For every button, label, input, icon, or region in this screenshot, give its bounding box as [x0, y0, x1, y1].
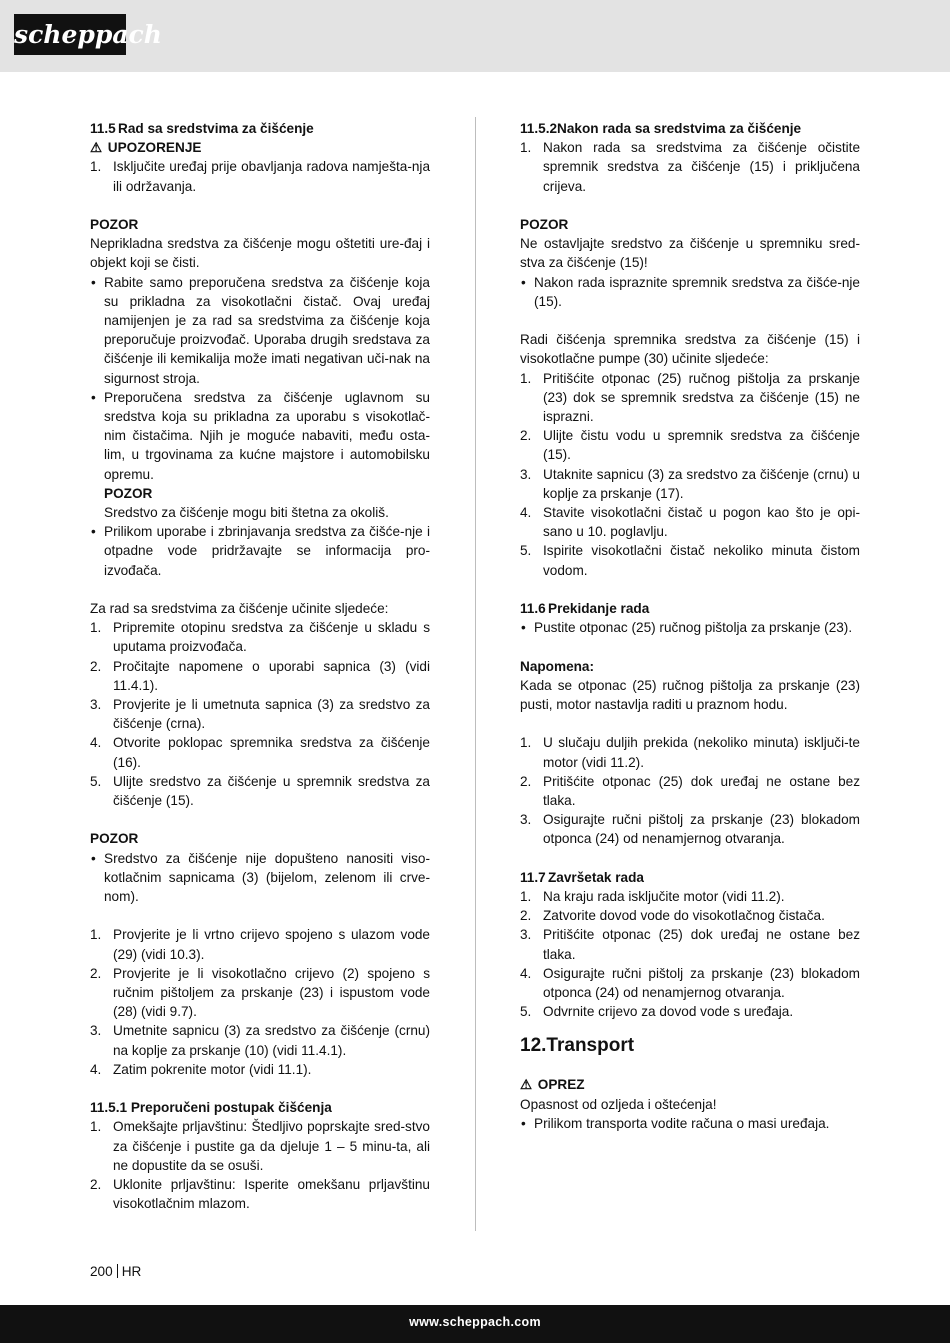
item-number: 5.	[520, 1004, 532, 1020]
numbered-item	[90, 157, 430, 195]
pozor-heading: POZOR	[104, 485, 153, 501]
item-text: Ulijte sredstvo za čišćenje u spremnik sredstva za čišćenje (15).	[113, 773, 430, 809]
page-number: 200 HR	[90, 1264, 142, 1279]
numbered-item	[520, 906, 860, 925]
item-text: Provjerite je li visokotlačno crijevo (2) spojeno s ručnim pištoljem za prskanje (23) i ispustom vode (28) (vidi 9.7).	[113, 965, 430, 1020]
item-number: 1.	[520, 889, 532, 905]
item-number: 1.	[90, 927, 102, 943]
item-text: Preporučena sredstva za čišćenje uglavnom su sredstva koja su prikladna za uporabu s visokotlač-nim čistačima. Njih je moguće nabaviti, među osta-lim, u trgovinama za kućne majstore i automobilsku opremu.	[104, 389, 430, 482]
item-text: Zatvorite dovod vode do visokotlačnog čistača.	[543, 908, 825, 924]
item-number: 3.	[90, 697, 102, 713]
item-number: 3.	[520, 466, 532, 482]
warning-list	[90, 157, 430, 195]
numbered-item	[90, 1117, 430, 1175]
steps-list	[90, 1117, 430, 1213]
left-column	[90, 119, 430, 1214]
item-number: 1.	[90, 1119, 102, 1135]
numbered-item	[520, 541, 860, 579]
item-text: Nakon rada ispraznite spremnik sredstva za čišće-nje (15).	[534, 274, 860, 309]
steps-list	[520, 369, 860, 580]
item-number: 1.	[90, 159, 102, 175]
item-number: 1.	[90, 620, 102, 636]
bullet-marker: •	[91, 524, 96, 540]
numbered-item	[90, 1175, 430, 1213]
numbered-item	[90, 772, 430, 810]
pozor-bullet-list	[90, 273, 430, 484]
item-number: 1.	[520, 370, 532, 386]
bullet-list	[520, 618, 860, 637]
numbered-item	[90, 695, 430, 733]
item-text: Pritišćite otponac (25) dok uređaj ne ostane bez tlaka.	[543, 773, 860, 809]
item-text: Osigurajte ručni pištolj za prskanje (23) blokadom otponca (24) od nenamjernog otvaranja.	[543, 965, 860, 1001]
note-text: Kada se otponac (25) ručnog pištolja za prskanje (23) pusti, motor nastavlja raditi u praznom hodu.	[520, 677, 860, 713]
warning-heading: ⚠ UPOZORENJE	[90, 138, 430, 157]
website-link[interactable]: www.scheppach.com	[409, 1315, 541, 1329]
bullet-marker: •	[521, 620, 526, 636]
item-text: Pritišćite otponac (25) ručnog pištolja za prskanje (23) dok se spremnik sredstva za čišćenje (15) ne isprazni.	[543, 370, 860, 425]
item-number: 2.	[90, 658, 102, 674]
item-text: Sredstvo za čišćenje nije dopušteno nanositi viso-kotlačnim sapnicama (3) (bijelom, zelenom ili crve-nom).	[104, 850, 430, 905]
bullet-marker: •	[521, 274, 526, 290]
item-number: 4.	[520, 965, 532, 981]
item-number: 3.	[520, 812, 532, 828]
item-number: 3.	[520, 927, 532, 943]
steps-list	[520, 887, 860, 1021]
item-number: 4.	[520, 505, 532, 521]
item-text: Pustite otponac (25) ručnog pištolja za prskanje (23).	[534, 620, 853, 636]
numbered-item	[520, 733, 860, 771]
numbered-item	[520, 369, 860, 427]
section-heading-11-5: 11.5 Rad sa sredstvima za čišćenje	[90, 121, 314, 136]
item-text: Umetnite sapnicu (3) za sredstvo za čišćenje (crnu) na koplje za prskanje (10) (vidi 11.4.1).	[113, 1023, 430, 1058]
item-number: 2.	[90, 1177, 102, 1193]
page-header	[0, 0, 950, 72]
numbered-item	[520, 887, 860, 906]
item-number: 2.	[520, 428, 532, 444]
item-text: Na kraju rada isključite motor (vidi 11.2).	[543, 889, 785, 905]
pozor-heading: POZOR	[90, 831, 139, 847]
item-text: Odvrnite crijevo za dovod vode s uređaja.	[543, 1004, 794, 1020]
item-text: Zatim pokrenite motor (vidi 11.1).	[113, 1061, 312, 1077]
numbered-item	[90, 657, 430, 695]
item-number: 4.	[90, 735, 102, 751]
numbered-item	[520, 426, 860, 464]
right-column	[520, 119, 860, 1133]
item-text: Isključite uređaj prije obavljanja radova namješta-nja ili održavanja.	[113, 159, 430, 194]
item-number: 5.	[520, 543, 532, 559]
numbered-item	[90, 1021, 430, 1059]
numbered-item	[520, 964, 860, 1002]
numbered-item	[520, 925, 860, 963]
steps-list	[90, 925, 430, 1079]
separator	[117, 1264, 118, 1278]
bullet-item	[520, 1114, 860, 1133]
numbered-item	[90, 1060, 430, 1079]
page-footer	[0, 1305, 950, 1343]
numbered-item	[520, 810, 860, 848]
numbered-item	[90, 925, 430, 963]
item-text: Rabite samo preporučena sredstva za čišćenje koja su prikladna za visokotlačni čistač. Ovaj uređaj namijenjen je za rad sa sredstvima za čišćenje koja preporučuje proizvođač. Uporaba drugih sredstava za čišćenje ili kemikalija može imati negativan uči-nak na sigurnost stroja.	[104, 274, 430, 386]
numbered-item	[90, 618, 430, 656]
item-text: Uklonite prljavštinu: Isperite omekšanu prljavštinu visokotlačnim mlazom.	[113, 1177, 430, 1212]
scheppach-logo: scheppach	[14, 14, 126, 55]
bullet-marker: •	[91, 389, 96, 405]
section-heading-11-5-1: 11.5.1 Preporučeni postupak čišćenja	[90, 1100, 332, 1116]
item-text: Utaknite sapnicu (3) za sredstvo za čišćenje (crnu) u koplje za prskanje (17).	[543, 466, 860, 501]
numbered-item	[520, 503, 860, 541]
numbered-item	[90, 733, 430, 771]
item-text: Stavite visokotlačni čistač u pogon kao što je opi-sano u 10. poglavlju.	[543, 505, 860, 540]
item-text: Osigurajte ručni pištolj za prskanje (23) blokadom otponca (24) od nenamjernog otvaranja.	[543, 812, 860, 847]
pozor-bullet-list	[520, 273, 860, 311]
caution-text: Opasnost od ozljeda i oštećenja!	[520, 1096, 717, 1112]
item-number: 5.	[90, 773, 102, 789]
item-number: 2.	[520, 773, 532, 789]
numbered-item	[520, 138, 860, 196]
item-number: 2.	[520, 908, 532, 924]
item-text: Pritišćite otponac (25) dok uređaj ne ostane bez tlaka.	[543, 927, 860, 962]
section-heading-11-5-2: 11.5.2Nakon rada sa sredstvima za čišćenje	[520, 121, 802, 136]
numbered-item	[520, 465, 860, 503]
steps-list	[90, 618, 430, 810]
chapter-heading-12: 12.Transport	[520, 1035, 635, 1057]
intro-text: Za rad sa sredstvima za čišćenje učinite sljedeće:	[90, 601, 389, 617]
item-text: Nakon rada sa sredstvima za čišćenje očistite spremnik sredstva za čišćenje (15) i priključena crijeva.	[543, 140, 860, 194]
item-text: Ispirite visokotlačni čistač nekoliko minuta čistom vodom.	[543, 543, 860, 578]
steps-list	[520, 138, 860, 196]
pozor-text: Sredstvo za čišćenje mogu biti štetna za okoliš.	[104, 505, 389, 521]
warning-triangle-icon: ⚠	[90, 140, 103, 156]
numbered-item	[520, 1002, 860, 1021]
caution-heading: ⚠ OPREZ	[520, 1075, 860, 1094]
bullet-item	[90, 388, 430, 484]
bullet-item	[520, 273, 860, 311]
bullet-item	[90, 522, 430, 580]
bullet-marker: •	[91, 850, 96, 866]
item-number: 1.	[520, 735, 532, 751]
item-text: Ulijte čistu vodu u spremnik sredstva za čišćenje (15).	[543, 428, 860, 463]
item-text: Prilikom transporta vodite računa o masi uređaja.	[534, 1115, 830, 1131]
bullet-item	[520, 618, 860, 637]
pozor-text: Ne ostavljajte sredstvo za čišćenje u spremniku sred-stva za čišćenje (15)!	[520, 236, 860, 271]
pozor-text: Neprikladna sredstva za čišćenje mogu oštetiti ure-đaj i objekt koji se čisti.	[90, 236, 430, 271]
item-number: 1.	[520, 140, 532, 156]
steps-list	[520, 733, 860, 848]
bullet-item	[90, 273, 430, 388]
pozor-heading: POZOR	[90, 217, 139, 232]
item-number: 4.	[90, 1061, 102, 1077]
item-text: Pročitajte napomene o uporabi sapnica (3) (vidi 11.4.1).	[113, 658, 430, 693]
numbered-item	[520, 772, 860, 810]
item-number: 2.	[90, 965, 102, 981]
bullet-item	[90, 849, 430, 907]
pozor-heading: POZOR	[520, 217, 569, 232]
item-text: Pripremite otopinu sredstva za čišćenje u skladu s uputama proizvođača.	[113, 620, 430, 655]
numbered-item	[90, 964, 430, 1022]
section-heading-11-6: 11.6 Prekidanje rada	[520, 601, 650, 617]
pozor-bullet-list	[90, 522, 430, 580]
bullet-marker: •	[521, 1115, 526, 1131]
item-text: Otvorite poklopac spremnika sredstva za čišćenje (16).	[113, 735, 430, 770]
warning-triangle-icon: ⚠	[520, 1077, 533, 1093]
bullet-list	[520, 1114, 860, 1133]
item-text: Omekšajte prljavštinu: Štedljivo poprskajte sred-stvo za čišćenje i pustite ga da djeluje 1 – 5 minu-ta, ali ne dopustite da se osuši.	[113, 1119, 430, 1173]
item-text: Provjerite je li umetnuta sapnica (3) za sredstvo za čišćenje (crna).	[113, 697, 430, 732]
column-divider	[475, 117, 476, 1231]
item-text: U slučaju duljih prekida (nekoliko minuta) isključi-te motor (vidi 11.2).	[543, 735, 860, 770]
item-text: Prilikom uporabe i zbrinjavanja sredstva za čišće-nje i otpadne vode pridržavajte se informacija pro-izvođača.	[104, 524, 430, 578]
bullet-marker: •	[91, 274, 96, 290]
item-number: 3.	[90, 1023, 102, 1039]
item-text: Provjerite je li vrtno crijevo spojeno s ulazom vode (29) (vidi 10.3).	[113, 927, 430, 962]
note-heading: Napomena:	[520, 658, 595, 674]
pozor-bullet-list	[90, 849, 430, 907]
section-heading-11-7: 11.7 Završetak rada	[520, 869, 644, 885]
clean-intro-text: Radi čišćenja spremnika sredstva za čišćenje (15) i visokotlačne pumpe (30) učinite sljedeće:	[520, 332, 860, 367]
